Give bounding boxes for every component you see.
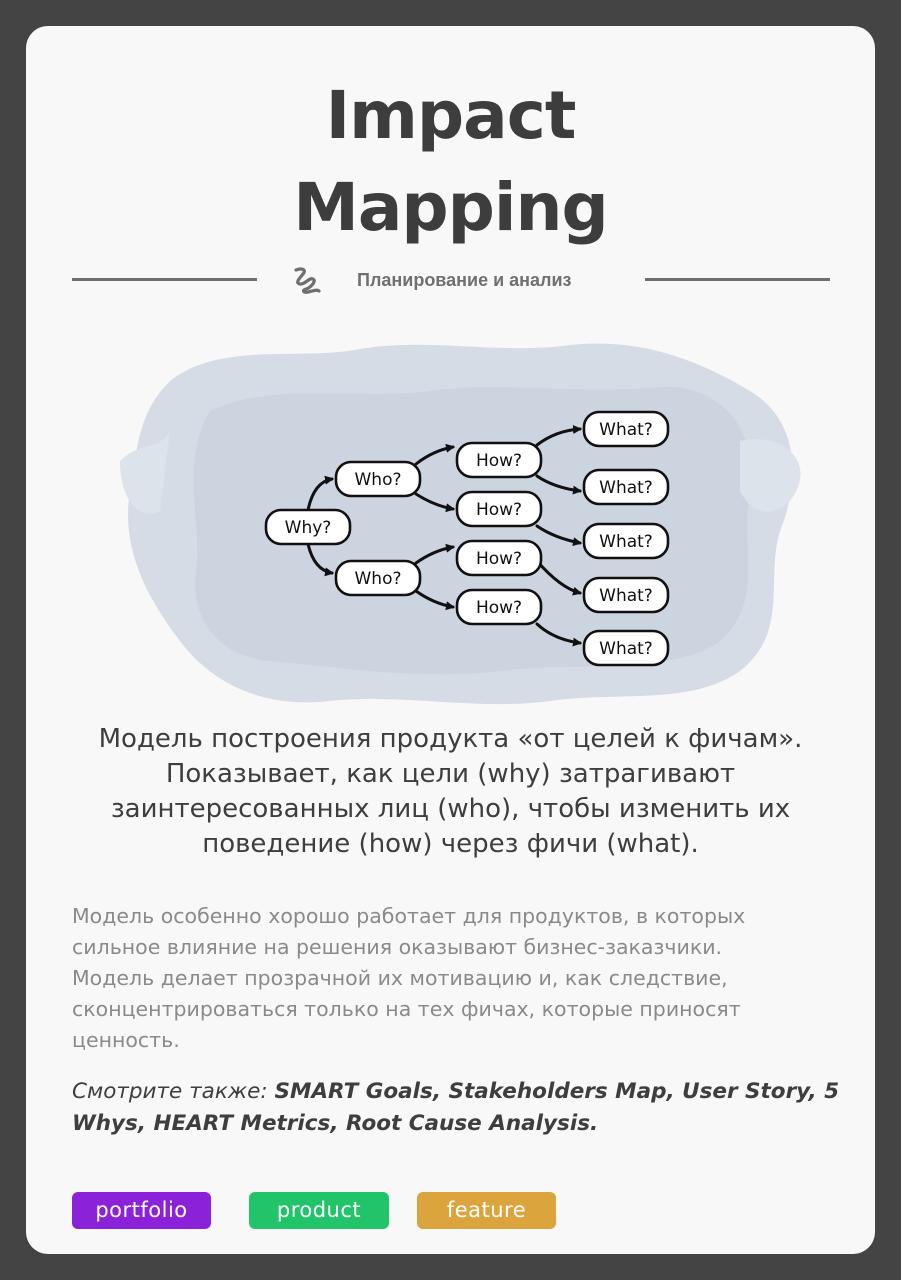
see-also-links-2: Whys, HEART Metrics, Root Cause Analysis.: [72, 1111, 599, 1136]
node-who-1-label: Who?: [354, 470, 402, 490]
method-card: [26, 26, 875, 1254]
title-line-2: Mapping: [293, 169, 608, 246]
node-what-3: [584, 524, 668, 558]
node-who-2-label: Who?: [354, 569, 402, 589]
body-line-3: Модель делает прозрачной их мотивацию и, как следствие,: [72, 966, 728, 990]
tag-feature[interactable]: feature: [417, 1192, 556, 1229]
node-what-1: [584, 412, 668, 446]
node-who-2: [336, 561, 420, 595]
lead-line-3: заинтересованных лиц (who), чтобы изменить их: [110, 794, 791, 824]
lead-line-2: Показывает, как цели (why) затрагивают: [165, 759, 736, 789]
node-what-4-label: What?: [599, 586, 653, 606]
see-also: [72, 1076, 842, 1140]
node-how-3: [457, 541, 541, 575]
see-also-links-1: SMART Goals, Stakeholders Map, User Story, 5: [274, 1079, 840, 1104]
node-why-label: Why?: [284, 518, 332, 538]
body-line-2: сильное влияние на решения оказывают бизнес-заказчики.: [72, 935, 723, 959]
node-how-4-label: How?: [475, 598, 523, 618]
scribble-icon: [289, 262, 325, 298]
node-how-1-label: How?: [475, 451, 523, 471]
node-how-4: [457, 590, 541, 624]
lead-line-4: поведение (how) через фичи (what).: [202, 829, 699, 859]
card-title: [26, 70, 875, 254]
node-why: [266, 510, 350, 544]
node-how-1: [457, 443, 541, 477]
node-what-2: [584, 470, 668, 504]
category-divider: [72, 262, 830, 298]
lead-line-1: Модель построения продукта «от целей к фичам».: [98, 724, 803, 754]
divider-line-right: [645, 278, 830, 281]
node-who-1: [336, 462, 420, 496]
node-how-2: [457, 492, 541, 526]
impact-map-illustration: [100, 321, 804, 719]
see-also-prefix: Смотрите также:: [72, 1079, 275, 1104]
tag-product[interactable]: product: [249, 1192, 389, 1229]
body-line-1: Модель особенно хорошо работает для продуктов, в которых: [72, 904, 746, 928]
lead-description: [56, 722, 845, 862]
title-line-1: Impact: [325, 77, 576, 154]
tag-portfolio[interactable]: portfolio: [72, 1192, 211, 1229]
node-what-2-label: What?: [599, 478, 653, 498]
see-also-line-1: [72, 1076, 842, 1108]
body-line-4: сконцентрироваться только на тех фичах, которые приносят: [72, 997, 741, 1021]
node-what-5-label: What?: [599, 639, 653, 659]
body-text: [72, 901, 832, 1056]
node-what-4: [584, 578, 668, 612]
category-label: Планирование и анализ: [357, 270, 572, 290]
watercolor-background: [120, 343, 800, 704]
node-how-2-label: How?: [475, 500, 523, 520]
body-line-5: ценность.: [72, 1028, 180, 1052]
node-how-3-label: How?: [475, 549, 523, 569]
node-what-3-label: What?: [599, 532, 653, 552]
node-what-5: [584, 631, 668, 665]
node-what-1-label: What?: [599, 420, 653, 440]
divider-line-left: [72, 278, 257, 281]
